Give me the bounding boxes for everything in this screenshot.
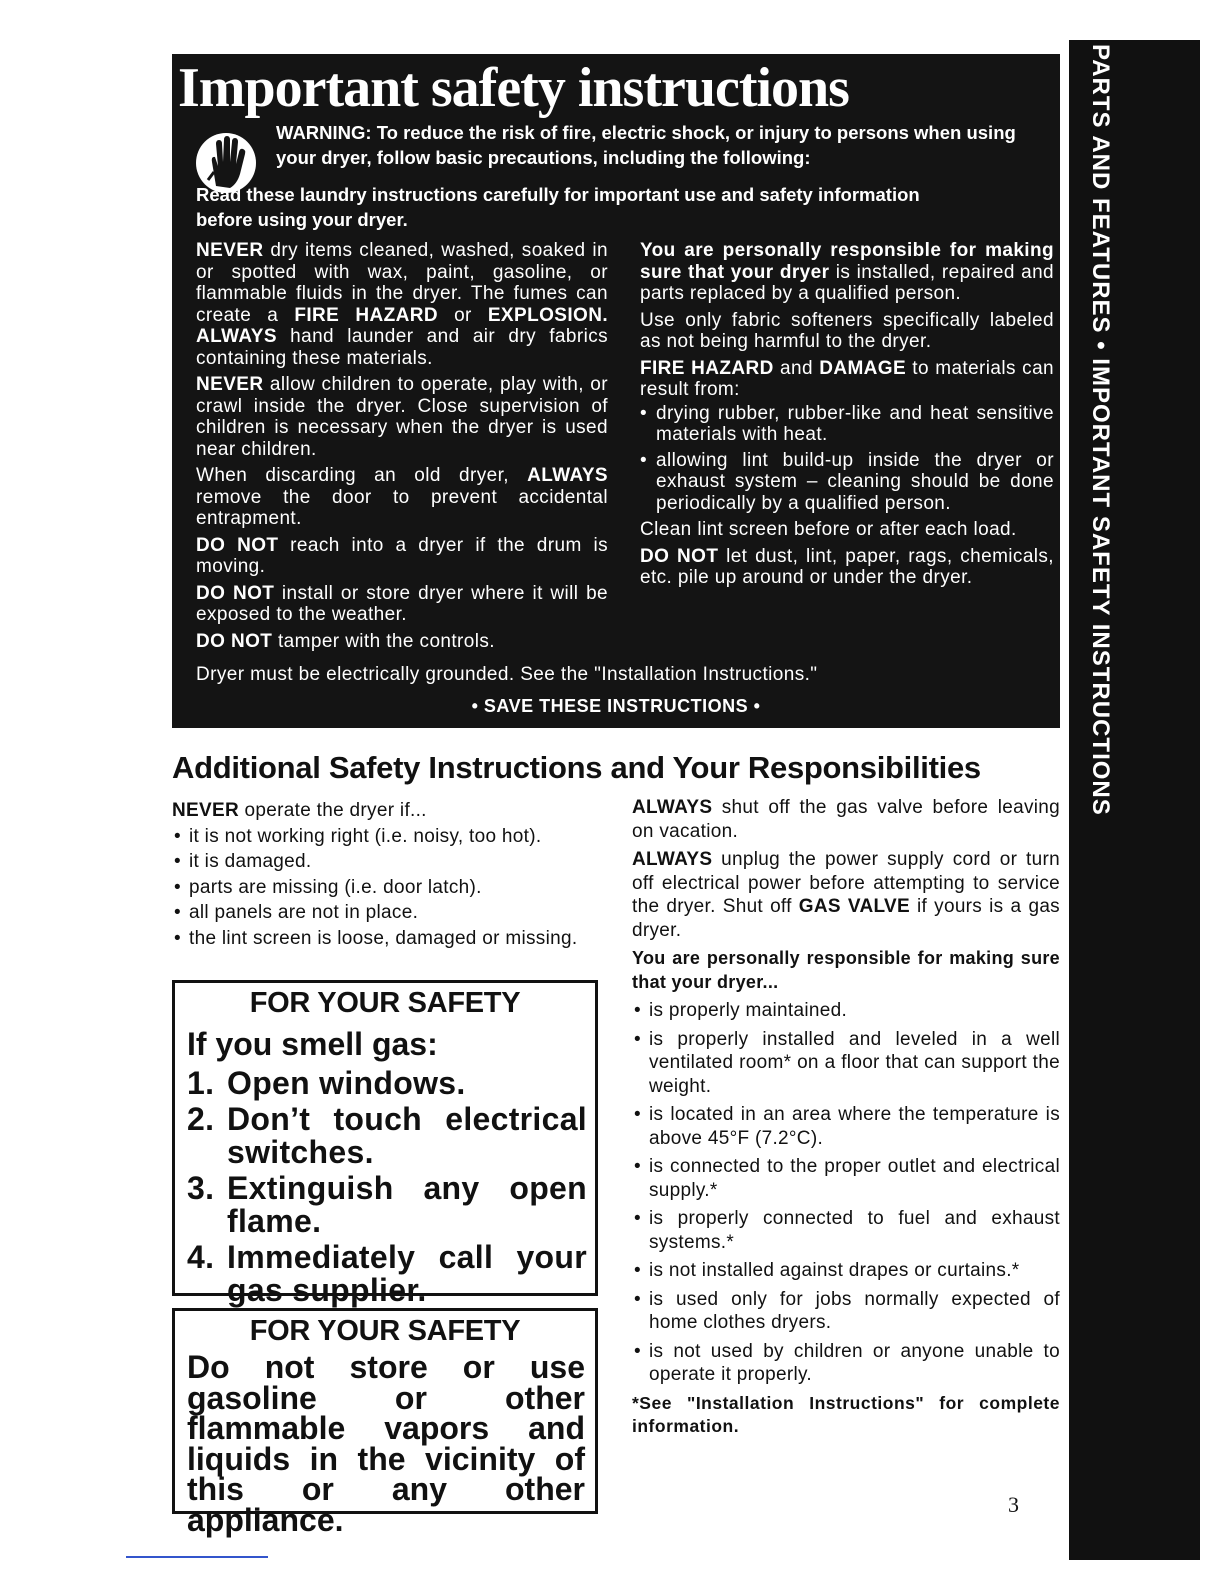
safety-instructions-box xyxy=(172,54,1060,728)
responsibility-list xyxy=(632,999,1060,1387)
list-item: • is not installed against drapes or curtains.* xyxy=(632,1259,1060,1283)
list-item: • drying rubber, rubber-like and heat sensitive materials with heat. xyxy=(640,403,1054,446)
list-item: • it is not working right (i.e. noisy, too hot). xyxy=(172,824,604,850)
page-number: 3 xyxy=(1008,1492,1019,1517)
list-item: • allowing lint build-up inside the dryer or exhaust system – cleaning should be done periodically by a qualified person. xyxy=(640,450,1054,515)
list-item: • the lint screen is loose, damaged or missing. xyxy=(172,926,604,952)
safety-paragraph: DO NOT reach into a dryer if the drum is moving. xyxy=(196,534,608,577)
responsibility-paragraph: ALWAYS unplug the power supply cord or turn off electrical power before attempting to service the dryer. Shut off GAS VALVE if yours is a gas dryer. xyxy=(632,849,1060,941)
list-item: • is not used by children or anyone unable to operate it properly. xyxy=(632,1340,1060,1387)
list-item: • parts are missing (i.e. door latch). xyxy=(172,875,604,901)
box-subtitle: If you smell gas: xyxy=(187,1026,438,1062)
list-item: • is properly connected to fuel and exhaust systems.* xyxy=(632,1207,1060,1254)
section-heading: Additional Safety Instructions and Your Responsibilities xyxy=(172,750,981,785)
grounding-note: Dryer must be electrically grounded. See the "Installation Instructions." xyxy=(196,664,818,685)
safety-paragraph: DO NOT tamper with the controls. xyxy=(196,630,495,652)
safety-paragraph: DO NOT let dust, lint, paper, rags, chemicals, etc. pile up around or under the dryer. xyxy=(640,545,1054,588)
safety-paragraph: DO NOT install or store dryer where it will be exposed to the weather. xyxy=(196,582,608,625)
read-instructions-text: Read these laundry instructions carefully for important use and safety information before using your dryer. xyxy=(196,184,920,230)
list-item: 2. Don’t touch electrical switches. xyxy=(187,1101,587,1170)
list-item: • is located in an area where the temperature is above 45°F (7.2°C). xyxy=(632,1103,1060,1150)
page-title: Important safety instructions xyxy=(178,57,849,119)
safety-paragraph: FIRE HAZARD and DAMAGE to materials can result from: xyxy=(640,357,1054,400)
list-item: 3. Extinguish any open flame. xyxy=(187,1170,587,1239)
divider xyxy=(126,1556,268,1558)
list-item: 4. Immediately call your gas supplier. xyxy=(187,1239,587,1308)
list-item: • all panels are not in place. xyxy=(172,900,604,926)
safety-paragraph: You are personally responsible for making sure that your dryer is installed, repaired and parts replaced by a qualified person. xyxy=(640,240,1055,304)
safety-paragraph: Use only fabric softeners specifically labeled as not being harmful to the dryer. xyxy=(640,309,1054,352)
list-item: • is connected to the proper outlet and electrical supply.* xyxy=(632,1155,1060,1202)
list-item: • is properly maintained. xyxy=(632,999,1060,1023)
safety-right-column xyxy=(640,240,1054,594)
safety-paragraph: When discarding an old dryer, ALWAYS remove the door to prevent accidental entrapment. xyxy=(196,465,608,529)
responsibilities-column xyxy=(632,796,1060,1444)
hazard-list xyxy=(640,403,1054,515)
box-title: FOR YOUR SAFETY xyxy=(249,987,521,1019)
list-intro: NEVER operate the dryer if... xyxy=(172,800,427,821)
box-body: Do not store or use gasoline or other flammable vapors and liquids in the vicinity of this or any other appliance. xyxy=(187,1349,585,1538)
safety-paragraph: Clean lint screen before or after each load. xyxy=(640,519,1017,540)
responsibility-intro: You are personally responsible for making sure that your dryer... xyxy=(632,948,1060,992)
list-item: • it is damaged. xyxy=(172,849,604,875)
side-tab-label: PARTS AND FEATURES • IMPORTANT SAFETY INSTRUCTIONS xyxy=(1087,44,1114,816)
safety-paragraph: NEVER dry items cleaned, washed, soaked in or spotted with wax, paint, gasoline, or flammable fluids in the dryer. The fumes can create a FIRE HAZARD or EXPLOSION. ALWAYS hand launder and air dry fabrics containing these materials. xyxy=(196,240,608,369)
footnote: *See "Installation Instructions" for complete information. xyxy=(632,1392,1060,1436)
responsibility-paragraph: ALWAYS shut off the gas valve before leaving on vacation. xyxy=(632,797,1060,842)
list-item: • is used only for jobs normally expected of home clothes dryers. xyxy=(632,1288,1060,1335)
gas-smell-safety-box xyxy=(172,980,598,1308)
safety-left-column xyxy=(196,240,608,657)
flammable-safety-box xyxy=(172,1308,598,1538)
warning-text: WARNING: To reduce the risk of fire, electric shock, or injury to persons when using your dryer, follow basic precautions, including the following: xyxy=(276,122,1016,168)
gas-steps-list xyxy=(175,1067,595,1307)
box-title: FOR YOUR SAFETY xyxy=(249,1315,521,1347)
safety-paragraph: NEVER allow children to operate, play with, or crawl inside the dryer. Close supervision of children is necessary when the dryer is used near children. xyxy=(196,374,608,460)
list-item: • is properly installed and leveled in a well ventilated room* on a floor that can support the weight. xyxy=(632,1028,1060,1099)
save-instructions-note: • SAVE THESE INSTRUCTIONS • xyxy=(471,696,761,716)
list-item: 1. Open windows. xyxy=(187,1065,466,1101)
never-operate-list xyxy=(172,798,604,951)
